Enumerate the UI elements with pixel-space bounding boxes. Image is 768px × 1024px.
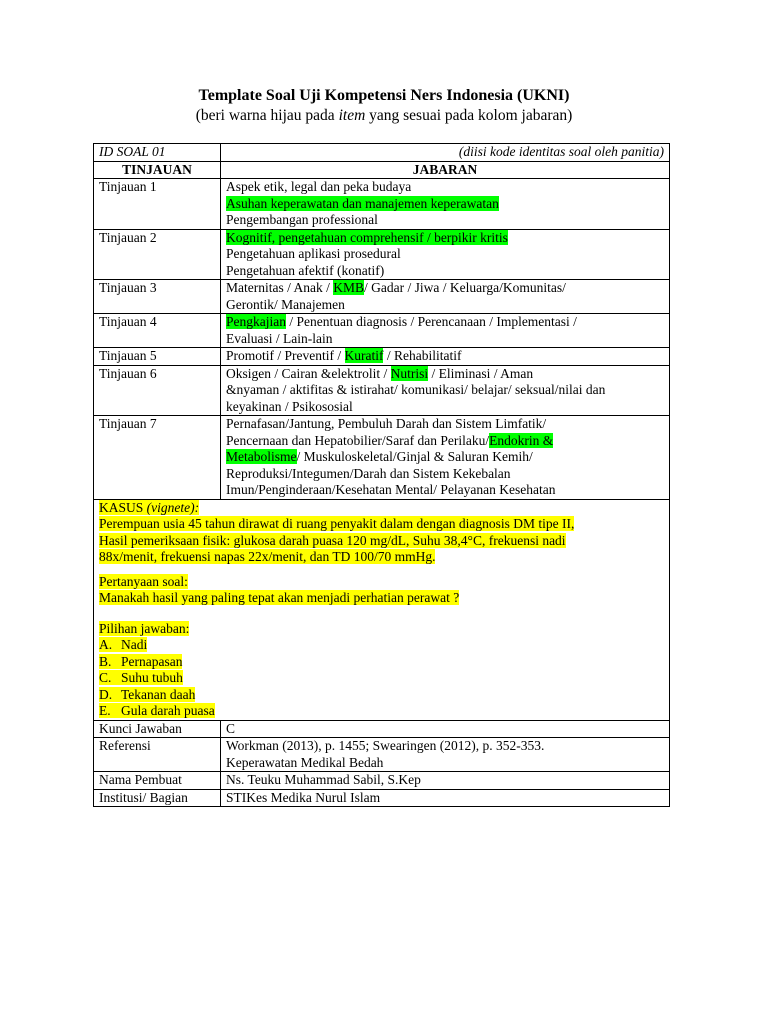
tinjauan-2-row [94, 229, 670, 280]
jabaran-text: / Penentuan diagnosis / Perencanaan / Implementasi / [286, 314, 577, 329]
tinjauan-5-row [94, 348, 670, 366]
answer-option [99, 654, 664, 671]
answer-option [99, 670, 664, 687]
tinjauan-3-label: Tinjauan 3 [94, 280, 221, 314]
jabaran-item-selected: Endokrin & [489, 432, 554, 448]
tinjauan-6-label: Tinjauan 6 [94, 365, 221, 416]
jabaran-item-selected: Kognitif, pengetahuan comprehensif / berpikir kritis [226, 229, 508, 245]
tinjauan-5-jabaran [221, 348, 670, 366]
option-text: Suhu tubuh [121, 670, 183, 685]
referensi-label: Referensi [94, 738, 221, 772]
kasus-row [94, 499, 670, 720]
jabaran-text: Gerontik/ Manajemen [226, 296, 345, 312]
header-tinjauan: TINJAUAN [94, 161, 221, 179]
nama-pembuat-label: Nama Pembuat [94, 772, 221, 790]
jabaran-text: / Rehabilitatif [383, 348, 462, 363]
tinjauan-4-label: Tinjauan 4 [94, 314, 221, 348]
tinjauan-7-jabaran [221, 416, 670, 500]
id-soal-label: ID SOAL 01 [94, 144, 221, 162]
referensi-line: Keperawatan Medikal Bedah [226, 754, 384, 770]
document-subtitle [0, 106, 768, 126]
option-text: Gula darah puasa [121, 703, 215, 718]
answer-option [99, 637, 664, 654]
pertanyaan-text: Manakah hasil yang paling tepat akan menjadi perhatian perawat ? [99, 590, 460, 605]
nama-pembuat-row [94, 772, 670, 790]
kasus-label: KASUS (vignete): [99, 499, 200, 515]
pertanyaan-label: Pertanyaan soal: [99, 573, 188, 589]
option-letter: B. [99, 653, 112, 669]
jabaran-item: Pengembangan professional [226, 212, 378, 227]
option-letter: C. [99, 670, 112, 685]
jabaran-text: Pencernaan dan Hepatobilier/Saraf dan Perilaku/ [226, 432, 490, 448]
pilihan-label: Pilihan jawaban: [99, 620, 190, 636]
tinjauan-1-jabaran [221, 179, 670, 230]
tinjauan-3-jabaran [221, 280, 670, 314]
document-title: Template Soal Uji Kompetensi Ners Indonesia (UKNI) [198, 87, 570, 104]
id-soal-row [94, 144, 670, 162]
referensi-value [221, 738, 670, 772]
jabaran-item-selected: Pengkajian [226, 314, 286, 329]
jabaran-item: Aspek etik, legal dan peka budaya [226, 179, 412, 194]
institusi-row [94, 789, 670, 807]
answer-option [99, 703, 664, 720]
option-letter: E. [99, 703, 111, 718]
jabaran-text: Pernafasan/Jantung, Pembuluh Darah dan Sistem Limfatik/ [226, 416, 547, 431]
jabaran-text: Reproduksi/Integumen/Darah dan Sistem Kekebalan [226, 465, 511, 481]
option-text: Pernapasan [121, 653, 183, 669]
jabaran-text: &nyaman / aktifitas & istirahat/ komunikasi/ belajar/ seksual/nilai dan [226, 382, 606, 397]
tinjauan-6-row [94, 365, 670, 416]
nama-pembuat-value: Ns. Teuku Muhammad Sabil, S.Kep [221, 772, 670, 790]
tinjauan-1-label: Tinjauan 1 [94, 179, 221, 230]
jabaran-text: Evaluasi / Lain-lain [226, 330, 333, 346]
referensi-row [94, 738, 670, 772]
option-letter: D. [99, 686, 113, 702]
id-soal-note: (diisi kode identitas soal oleh panitia) [221, 144, 670, 162]
tinjauan-3-row [94, 280, 670, 314]
tinjauan-2-label: Tinjauan 2 [94, 229, 221, 280]
header-jabaran: JABARAN [221, 161, 670, 179]
jabaran-text: Imun/Penginderaan/Kesehatan Mental/ Pelayanan Kesehatan [226, 482, 556, 497]
kunci-jawaban-label: Kunci Jawaban [94, 720, 221, 738]
jabaran-text: / Muskuloskeletal/Ginjal & Saluran Kemih/ [296, 449, 533, 464]
subtitle-emphasis: item [338, 107, 366, 124]
jabaran-item-selected: Asuhan keperawatan dan manajemen keperawatan [226, 195, 499, 211]
kunci-jawaban-row [94, 720, 670, 738]
option-text: Tekanan daah [121, 686, 196, 702]
jabaran-item: Pengetahuan afektif (konatif) [226, 262, 385, 278]
jabaran-item-selected: KMB [333, 280, 364, 295]
jabaran-text: Maternitas / Anak / [226, 280, 334, 295]
tinjauan-4-jabaran [221, 314, 670, 348]
subtitle-part-1: (beri warna hijau pada [195, 107, 339, 124]
kasus-text: Perempuan usia 45 tahun dirawat di ruang penyakit dalam dengan diagnosis DM tipe II, Hasil pemeriksaan fisik: glukosa darah puasa 120 mg/dL, Suhu 38,4°C, frekuensi nadi 88x/menit, frekuensi napas 22x/menit, dan TD 100/70 mmHg. [99, 516, 575, 564]
referensi-line: Workman (2013), p. 1455; Swearingen (2012), p. 352-353. [226, 738, 545, 753]
tinjauan-6-jabaran [221, 365, 670, 416]
subtitle-part-2: yang sesuai pada kolom jabaran) [365, 107, 573, 124]
table-header-row [94, 161, 670, 179]
jabaran-item-selected: Kuratif [344, 348, 384, 363]
option-letter: A. [99, 637, 113, 652]
kunci-jawaban-value: C [221, 720, 670, 738]
jabaran-item: Pengetahuan aplikasi prosedural [226, 246, 401, 261]
jabaran-text: Oksigen / Cairan &elektrolit / [226, 365, 391, 381]
answer-option [99, 687, 664, 704]
institusi-value: STIKes Medika Nurul Islam [221, 789, 670, 807]
tinjauan-2-jabaran [221, 229, 670, 280]
jabaran-item-selected: Metabolisme [226, 449, 297, 464]
jabaran-text: / Eliminasi / Aman [428, 365, 534, 381]
question-template-table [93, 143, 670, 807]
kasus-cell [94, 499, 670, 720]
tinjauan-7-row [94, 416, 670, 500]
jabaran-text: / Gadar / Jiwa / Keluarga/Komunitas/ [364, 280, 566, 295]
tinjauan-1-row [94, 179, 670, 230]
tinjauan-5-label: Tinjauan 5 [94, 348, 221, 366]
tinjauan-7-label: Tinjauan 7 [94, 416, 221, 500]
jabaran-text: keyakinan / Psikososial [226, 398, 353, 414]
jabaran-text: Promotif / Preventif / [226, 348, 345, 363]
jabaran-item-selected: Nutrisi [390, 365, 429, 381]
title-block [0, 86, 768, 126]
option-text: Nadi [121, 637, 148, 652]
institusi-label: Institusi/ Bagian [94, 789, 221, 807]
tinjauan-4-row [94, 314, 670, 348]
